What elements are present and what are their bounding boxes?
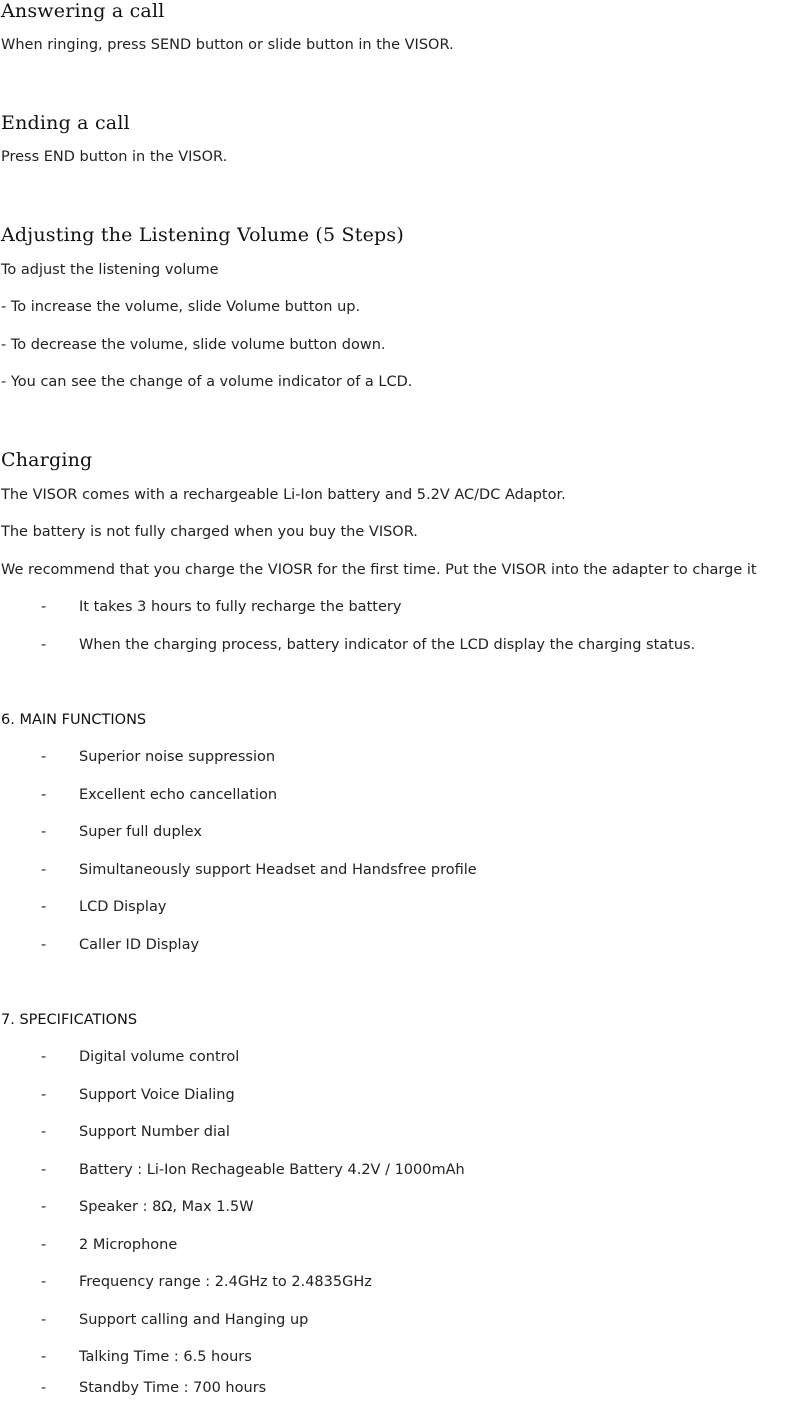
bullet-text: Standby Time : 700 hours bbox=[79, 1380, 267, 1396]
bullet-marker: - bbox=[41, 1237, 47, 1253]
answering-heading: Answering a call bbox=[1, 0, 165, 22]
bullet-text: Super full duplex bbox=[79, 824, 202, 840]
ending-heading: Ending a call bbox=[1, 112, 130, 134]
answering-text: When ringing, press SEND button or slide button in the VISOR. bbox=[1, 37, 454, 53]
bullet-text: Talking Time : 6.5 hours bbox=[79, 1349, 252, 1365]
bullet-marker: - bbox=[41, 937, 47, 953]
bullet-marker: - bbox=[41, 1199, 47, 1215]
charging-line: We recommend that you charge the VIOSR for the first time. Put the VISOR into the adapter to charge it bbox=[1, 562, 757, 578]
bullet-marker: - bbox=[41, 787, 47, 803]
bullet-marker: - bbox=[41, 637, 47, 653]
bullet-marker: - bbox=[41, 1087, 47, 1103]
volume-heading: Adjusting the Listening Volume (5 Steps) bbox=[1, 224, 404, 246]
main-functions-heading: 6. MAIN FUNCTIONS bbox=[1, 712, 147, 728]
bullet-text: When the charging process, battery indicator of the LCD display the charging status. bbox=[79, 637, 696, 653]
bullet-marker: - bbox=[41, 824, 47, 840]
bullet-text: LCD Display bbox=[79, 899, 167, 915]
bullet-text: 2 Microphone bbox=[79, 1237, 178, 1253]
bullet-marker: - bbox=[41, 1380, 47, 1396]
charging-heading: Charging bbox=[1, 449, 93, 471]
bullet-text: Support Voice Dialing bbox=[79, 1087, 235, 1103]
volume-intro: To adjust the listening volume bbox=[1, 262, 219, 278]
ending-text: Press END button in the VISOR. bbox=[1, 149, 228, 165]
volume-line: - To decrease the volume, slide volume button down. bbox=[1, 337, 386, 353]
bullet-text: Frequency range : 2.4GHz to 2.4835GHz bbox=[79, 1274, 372, 1290]
bullet-text: Battery : Li-Ion Rechageable Battery 4.2V / 1000mAh bbox=[79, 1162, 465, 1178]
specifications-heading: 7. SPECIFICATIONS bbox=[1, 1012, 138, 1028]
charging-line: The battery is not fully charged when you buy the VISOR. bbox=[1, 524, 418, 540]
bullet-text: Excellent echo cancellation bbox=[79, 787, 278, 803]
bullet-marker: - bbox=[41, 1162, 47, 1178]
bullet-text: Support calling and Hanging up bbox=[79, 1312, 309, 1328]
bullet-text: Simultaneously support Headset and Handsfree profile bbox=[79, 862, 477, 878]
bullet-text: Support Number dial bbox=[79, 1124, 230, 1140]
bullet-text: Digital volume control bbox=[79, 1049, 240, 1065]
bullet-marker: - bbox=[41, 1274, 47, 1290]
bullet-marker: - bbox=[41, 899, 47, 915]
bullet-marker: - bbox=[41, 1124, 47, 1140]
bullet-marker: - bbox=[41, 862, 47, 878]
bullet-text: Speaker : 8Ω, Max 1.5W bbox=[79, 1199, 254, 1215]
bullet-text: It takes 3 hours to fully recharge the battery bbox=[79, 599, 402, 615]
charging-line: The VISOR comes with a rechargeable Li-Ion battery and 5.2V AC/DC Adaptor. bbox=[1, 487, 566, 503]
bullet-marker: - bbox=[41, 1049, 47, 1065]
bullet-marker: - bbox=[41, 1349, 47, 1365]
volume-line: - To increase the volume, slide Volume button up. bbox=[1, 299, 361, 315]
bullet-marker: - bbox=[41, 599, 47, 615]
bullet-marker: - bbox=[41, 1312, 47, 1328]
bullet-text: Superior noise suppression bbox=[79, 749, 276, 765]
bullet-text: Caller ID Display bbox=[79, 937, 200, 953]
volume-line: - You can see the change of a volume indicator of a LCD. bbox=[1, 374, 413, 390]
bullet-marker: - bbox=[41, 749, 47, 765]
